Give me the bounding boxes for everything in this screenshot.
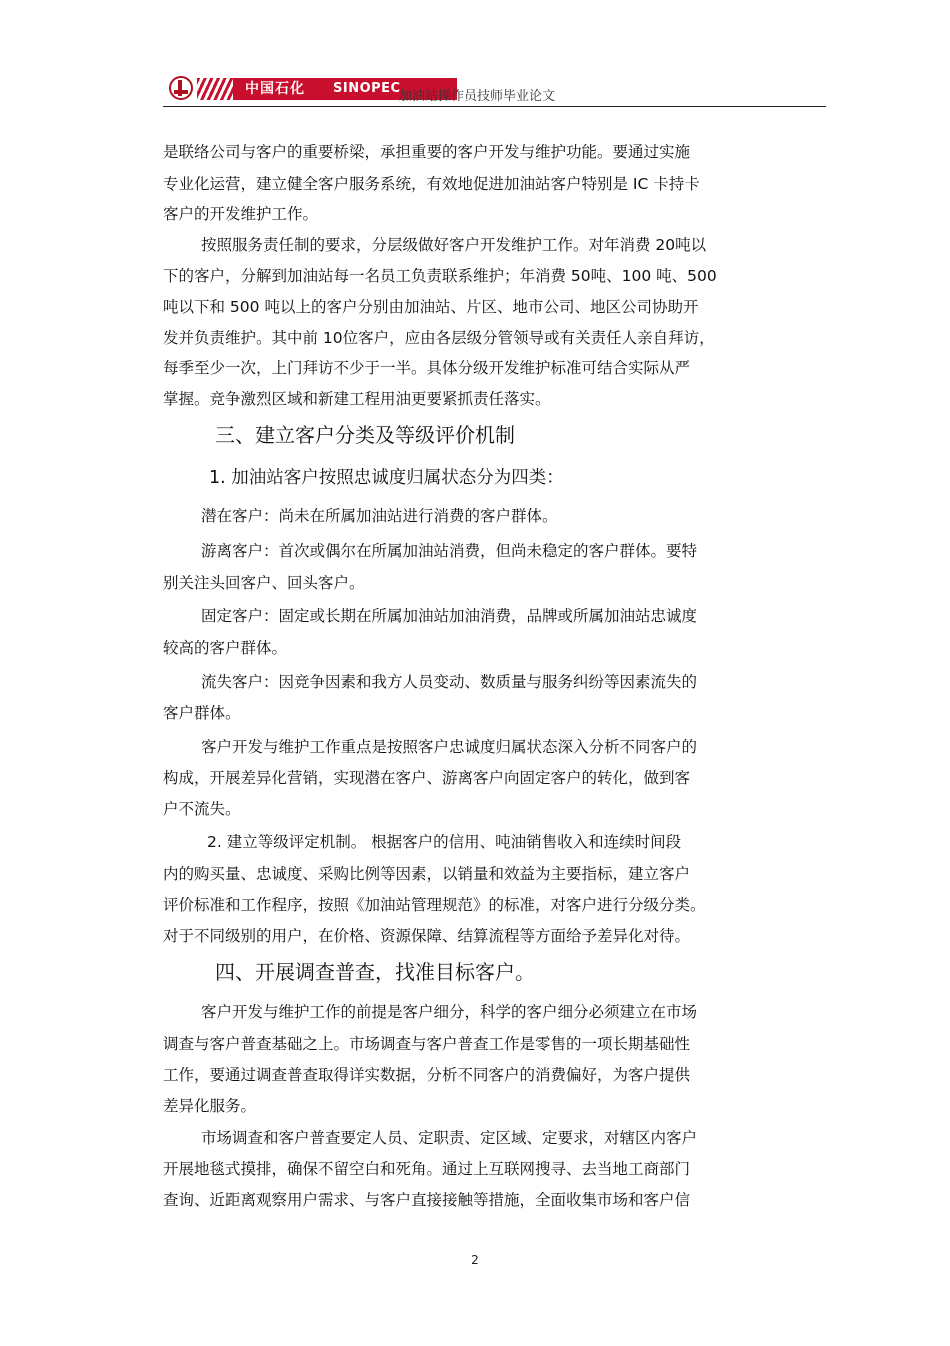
body-line: 客户开发与维护工作的前提是客户细分，科学的客户细分必须建立在市场 bbox=[201, 1003, 698, 1021]
body-line: 内的购买量、忠诚度、采购比例等因素，以销量和效益为主要指标，建立客户 bbox=[163, 865, 691, 883]
body-line: 客户的开发维护工作。 bbox=[163, 205, 319, 223]
body-line: 流失客户：因竞争因素和我方人员变动、数质量与服务纠纷等因素流失的 bbox=[201, 673, 698, 691]
section-heading: 四、开展调查普查，找准目标客户。 bbox=[215, 960, 535, 984]
body-line: 客户群体。 bbox=[163, 704, 241, 722]
body-line: 发并负责维护。其中前 10位客户，应由各层级分管领导或有关责任人亲自拜访， bbox=[163, 329, 715, 347]
document-title: 加油站操作员技师毕业论文 bbox=[399, 89, 556, 104]
body-line: 专业化运营，建立健全客户服务系统，有效地促进加油站客户特别是 IC 卡持卡 bbox=[163, 175, 700, 193]
body-line: 吨以下和 500 吨以上的客户分别由加油站、片区、地市公司、地区公司协助开 bbox=[163, 298, 699, 316]
body-line: 调查与客户普查基础之上。市场调查与客户普查工作是零售的一项长期基础性 bbox=[163, 1035, 691, 1053]
body-line: 户不流失。 bbox=[163, 800, 241, 818]
body-line: 别关注头回客户、回头客户。 bbox=[163, 574, 365, 592]
body-line: 固定客户：固定或长期在所属加油站加油消费，品牌或所属加油站忠诚度 bbox=[201, 607, 698, 625]
body-line: 每季至少一次，上门拜访不少于一半。具体分级开发维护标准可结合实际从严 bbox=[163, 359, 691, 377]
brand-en: SINOPEC bbox=[333, 81, 401, 96]
body-line: 掌握。竞争激烈区域和新建工程用油更要紧抓责任落实。 bbox=[163, 390, 551, 408]
body-line: 是联络公司与客户的重要桥梁，承担重要的客户开发与维护功能。要通过实施 bbox=[163, 143, 691, 161]
body-line: 查询、近距离观察用户需求、与客户直接接触等措施，全面收集市场和客户信 bbox=[163, 1191, 691, 1209]
body-line: 构成，开展差异化营销，实现潜在客户、游离客户向固定客户的转化，做到客 bbox=[163, 769, 691, 787]
body-line: 市场调查和客户普查要定人员、定职责、定区域、定要求，对辖区内客户 bbox=[201, 1129, 698, 1147]
body-line: 2. 建立等级评定机制。 根据客户的信用、吨油销售收入和连续时间段 bbox=[207, 833, 682, 851]
body-line: 按照服务责任制的要求，分层级做好客户开发维护工作。对年消费 20吨以 bbox=[201, 236, 707, 254]
body-line: 较高的客户群体。 bbox=[163, 639, 288, 657]
page-number: 2 bbox=[471, 1253, 479, 1267]
body-line: 下的客户，分解到加油站每一名员工负责联系维护；年消费 50吨、100 吨、500 bbox=[163, 267, 717, 285]
subsection-heading: 1. 加油站客户按照忠诚度归属状态分为四类： bbox=[209, 468, 564, 488]
body-line: 评价标准和工作程序，按照《加油站管理规范》的标准，对客户进行分级分类。 bbox=[163, 896, 706, 914]
section-heading: 三、建立客户分类及等级评价机制 bbox=[215, 423, 515, 447]
body-line: 游离客户：首次或偶尔在所属加油站消费，但尚未稳定的客户群体。要特 bbox=[201, 542, 698, 560]
body-line: 开展地毯式摸排，确保不留空白和死角。通过上互联网搜寻、去当地工商部门 bbox=[163, 1160, 691, 1178]
body-line: 客户开发与维护工作重点是按照客户忠诚度归属状态深入分析不同客户的 bbox=[201, 738, 698, 756]
body-line: 潜在客户：尚未在所属加油站进行消费的客户群体。 bbox=[201, 507, 558, 525]
brand-cn: 中国石化 bbox=[245, 81, 305, 97]
body-line: 对于不同级别的用户，在价格、资源保障、结算流程等方面给予差异化对待。 bbox=[163, 927, 691, 945]
body-line: 差异化服务。 bbox=[163, 1097, 257, 1115]
body-line: 工作，要通过调查普查取得详实数据，分析不同客户的消费偏好，为客户提供 bbox=[163, 1066, 691, 1084]
